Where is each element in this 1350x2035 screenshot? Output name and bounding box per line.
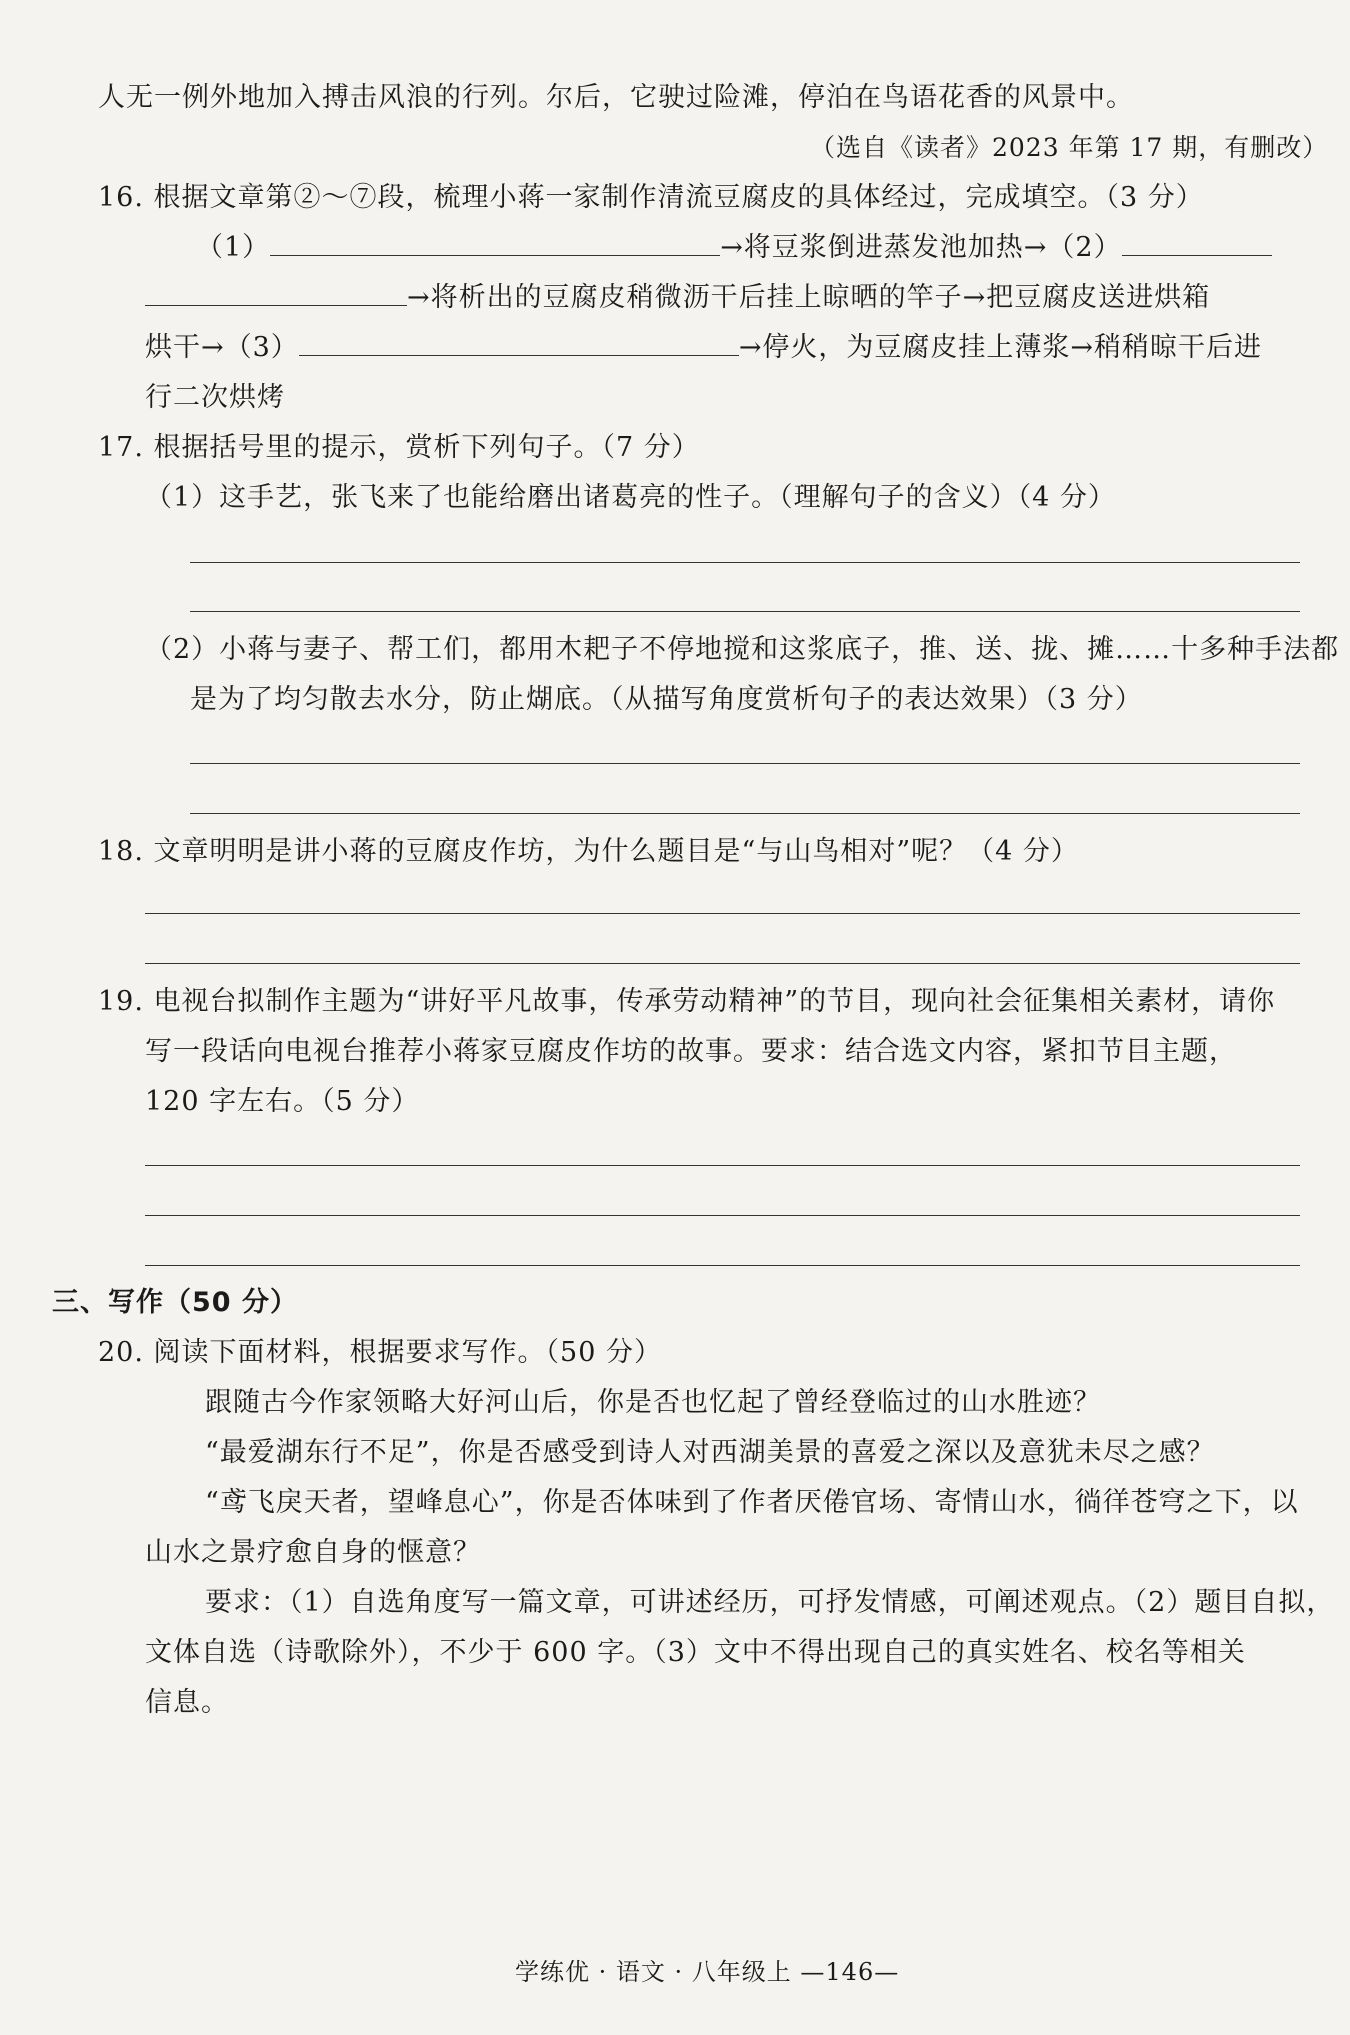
- question-17-sub2-line1: （2）小蒋与妻子、帮工们，都用木耙子不停地搅和这浆底子，推、送、拢、摊……十多种手法都: [145, 634, 1340, 665]
- q16-blank-2-end[interactable]: [145, 279, 407, 306]
- passage-source: （选自《读者》2023 年第 17 期，有删改）: [810, 133, 1329, 162]
- question-18-stem: 18. 文章明明是讲小蒋的豆腐皮作坊，为什么题目是“与山鸟相对”呢？（4 分）: [98, 836, 1079, 867]
- q20-material-p3-line2: 山水之景疗愈自身的惬意？: [145, 1537, 481, 1568]
- q18-answer-line-1[interactable]: [145, 913, 1300, 914]
- question-17-sub1: （1）这手艺，张飞来了也能给磨出诸葛亮的性子。（理解句子的含义）（4 分）: [145, 482, 1116, 513]
- q16-fill-row-2: [145, 278, 1210, 318]
- question-17-stem: 17. 根据括号里的提示，赏析下列句子。（7 分）: [98, 432, 700, 463]
- q16-after-blank3: →停火，为豆腐皮挂上薄浆→稍稍晾干后进: [738, 332, 1263, 363]
- q17-2-answer-line-2[interactable]: [190, 813, 1300, 814]
- question-19-line2: 写一段话向电视台推荐小蒋家豆腐皮作坊的故事。要求：结合选文内容，紧扣节目主题，: [145, 1036, 1237, 1067]
- question-16-stem: 16. 根据文章第②～⑦段，梳理小蒋一家制作清流豆腐皮的具体经过，完成填空。（3 分）: [98, 182, 1204, 213]
- q16-fill-row-4: 行二次烘烤: [145, 382, 285, 413]
- question-19-line3: 120 字左右。（5 分）: [145, 1086, 420, 1117]
- q17-1-answer-line-2[interactable]: [190, 611, 1300, 612]
- q16-fill-row-1: [196, 228, 1272, 268]
- q20-requirements-line3: 信息。: [145, 1687, 229, 1718]
- question-19-line1: 19. 电视台拟制作主题为“讲好平凡故事，传承劳动精神”的节目，现向社会征集相关素材，请你: [98, 986, 1276, 1017]
- q16-blank-1[interactable]: [270, 229, 720, 256]
- q17-1-answer-line-1[interactable]: [190, 562, 1300, 563]
- q16-fill-row-3: [145, 328, 1262, 368]
- q20-material-p3-line1: “鸢飞戾天者，望峰息心”，你是否体味到了作者厌倦官场、寄情山水，徜徉苍穹之下，以: [205, 1487, 1299, 1518]
- q16-blank-3[interactable]: [299, 329, 739, 356]
- question-20-stem: 20. 阅读下面材料，根据要求写作。（50 分）: [98, 1337, 662, 1368]
- q20-requirements-line1: 要求：（1）自选角度写一篇文章，可讲述经历，可抒发情感，可阐述观点。（2）题目自拟，: [205, 1587, 1335, 1618]
- q19-answer-line-2[interactable]: [145, 1215, 1300, 1216]
- q16-after-blank2: →将析出的豆腐皮稍微沥干后挂上晾晒的竿子→把豆腐皮送进烘箱: [407, 282, 1211, 313]
- question-17-sub2-line2: 是为了均匀散去水分，防止煳底。（从描写角度赏析句子的表达效果）（3 分）: [190, 684, 1143, 715]
- q16-blank1-label: （1）: [196, 232, 271, 263]
- page-footer: 学练优 · 语文 · 八年级上 —146—: [515, 1958, 900, 1986]
- section-3-heading: 三、写作（50 分）: [52, 1287, 298, 1318]
- q17-2-answer-line-1[interactable]: [190, 763, 1300, 764]
- q16-after-blank1: →将豆浆倒进蒸发池加热→（2）: [720, 232, 1122, 263]
- q16-blank-2-start[interactable]: [1122, 229, 1272, 256]
- q19-answer-line-1[interactable]: [145, 1165, 1300, 1166]
- passage-last-line: 人无一例外地加入搏击风浪的行列。尔后，它驶过险滩，停泊在鸟语花香的风景中。: [98, 82, 1134, 113]
- q20-requirements-line2: 文体自选（诗歌除外），不少于 600 字。（3）文中不得出现自己的真实姓名、校名等相关: [145, 1637, 1246, 1668]
- q16-line3-start: 烘干→（3）: [145, 332, 299, 363]
- q19-answer-line-3[interactable]: [145, 1265, 1300, 1266]
- q20-material-p2: “最爱湖东行不足”，你是否感受到诗人对西湖美景的喜爱之深以及意犹未尽之感？: [205, 1437, 1215, 1468]
- q20-material-p1: 跟随古今作家领略大好河山后，你是否也忆起了曾经登临过的山水胜迹？: [205, 1387, 1101, 1418]
- q18-answer-line-2[interactable]: [145, 963, 1300, 964]
